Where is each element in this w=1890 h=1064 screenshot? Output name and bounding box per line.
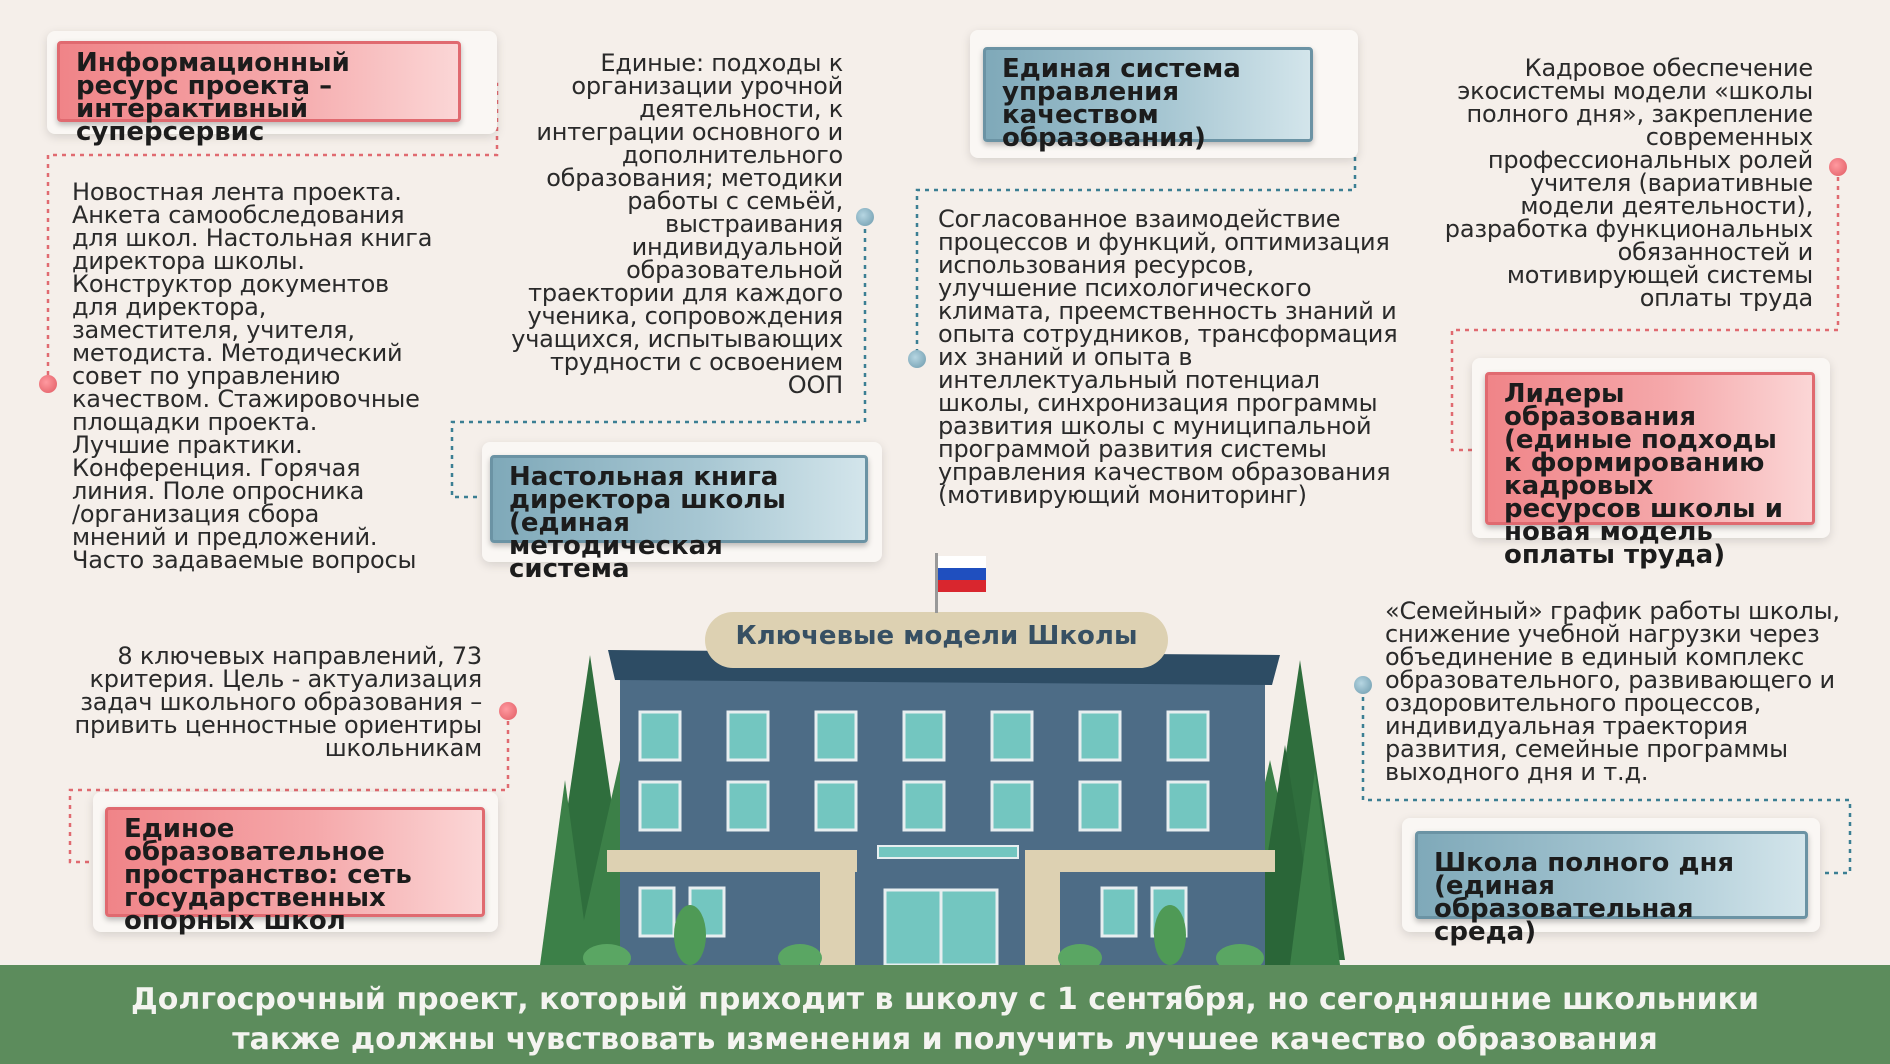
card-edu-space: Единое образовательное пространство: сеть государственных опорных школ (105, 807, 485, 917)
card-single-system: Единая система управления качеством образования) (983, 47, 1313, 142)
school-sign-text: Ключевые модели Школы (735, 621, 1138, 651)
news-text: Новостная лента проекта. Анкета самообследования для школ. Настольная книга директора школы. Конструктор документов для директора, заместителя, учителя, методиста. Методический совет по управлению качеством. Стажировочные площадки проекта. Лучшие практики. Конференция. Горячая линия. Поле опросника /организация сбора мнений и предложений. Часто задаваемые вопросы (72, 178, 433, 574)
card-info-resource: Информационный ресурс проекта – интерактивный суперсервис (57, 41, 461, 122)
footer-line-2: также должны чувствовать изменения и получить лучшее качество образования (232, 1022, 1658, 1057)
card-full-day: Школа полного дня (единая образовательная среда) (1415, 831, 1808, 919)
family-text: «Семейный» график работы школы, снижение учебной нагрузки через объединение в единый комплекс образовательного, развивающего и оздоровительного процессов, индивидуальная траектория развития, семейные программы выходного дня и т.д. (1385, 597, 1840, 786)
card-desk-book: Настольная книга директора школы (единая методическая система (490, 455, 868, 543)
footer-line-1: Долгосрочный проект, который приходит в школу с 1 сентября, но сегодняшние школьники (131, 982, 1759, 1017)
unified-text: Единые: подходы к организации урочной деятельности, к интеграции основного и дополнительного образования; методики работы с семьёй, выстраивания индивидуальной образовательной траектории для каждого ученика, сопровождения учащихся, испытывающих трудности с освоением ООП (511, 49, 843, 399)
coordinated-text: Согласованное взаимодействие процессов и функций, оптимизация использования ресурсов, улучшение психологического климата, преемственность знаний и опыта сотрудников, трансформация их знаний и опыта в интеллектуальный потенциал школы, синхронизация программы развития школы с муниципальной программой развития системы управления качеством образования (мотивирующий мониторинг) (938, 205, 1398, 509)
directions-text: 8 ключевых направлений, 73 критерия. Цель - актуализация задач школьного образования – привить ценностные ориентиры школьникам (74, 642, 482, 762)
footer-banner (0, 965, 1890, 1064)
card-leaders: Лидеры образования (единые подходы к формированию кадровых ресурсов школы и новая модель оплаты труда) (1485, 372, 1815, 525)
flag-icon (935, 553, 986, 613)
staffing-text: Кадровое обеспечение экосистемы модели «школы полного дня», закрепление современных профессиональных ролей учителя (вариативные модели деятельности), разработка функциональных обязанностей и мотивирующей системы оплаты труда (1444, 54, 1813, 312)
